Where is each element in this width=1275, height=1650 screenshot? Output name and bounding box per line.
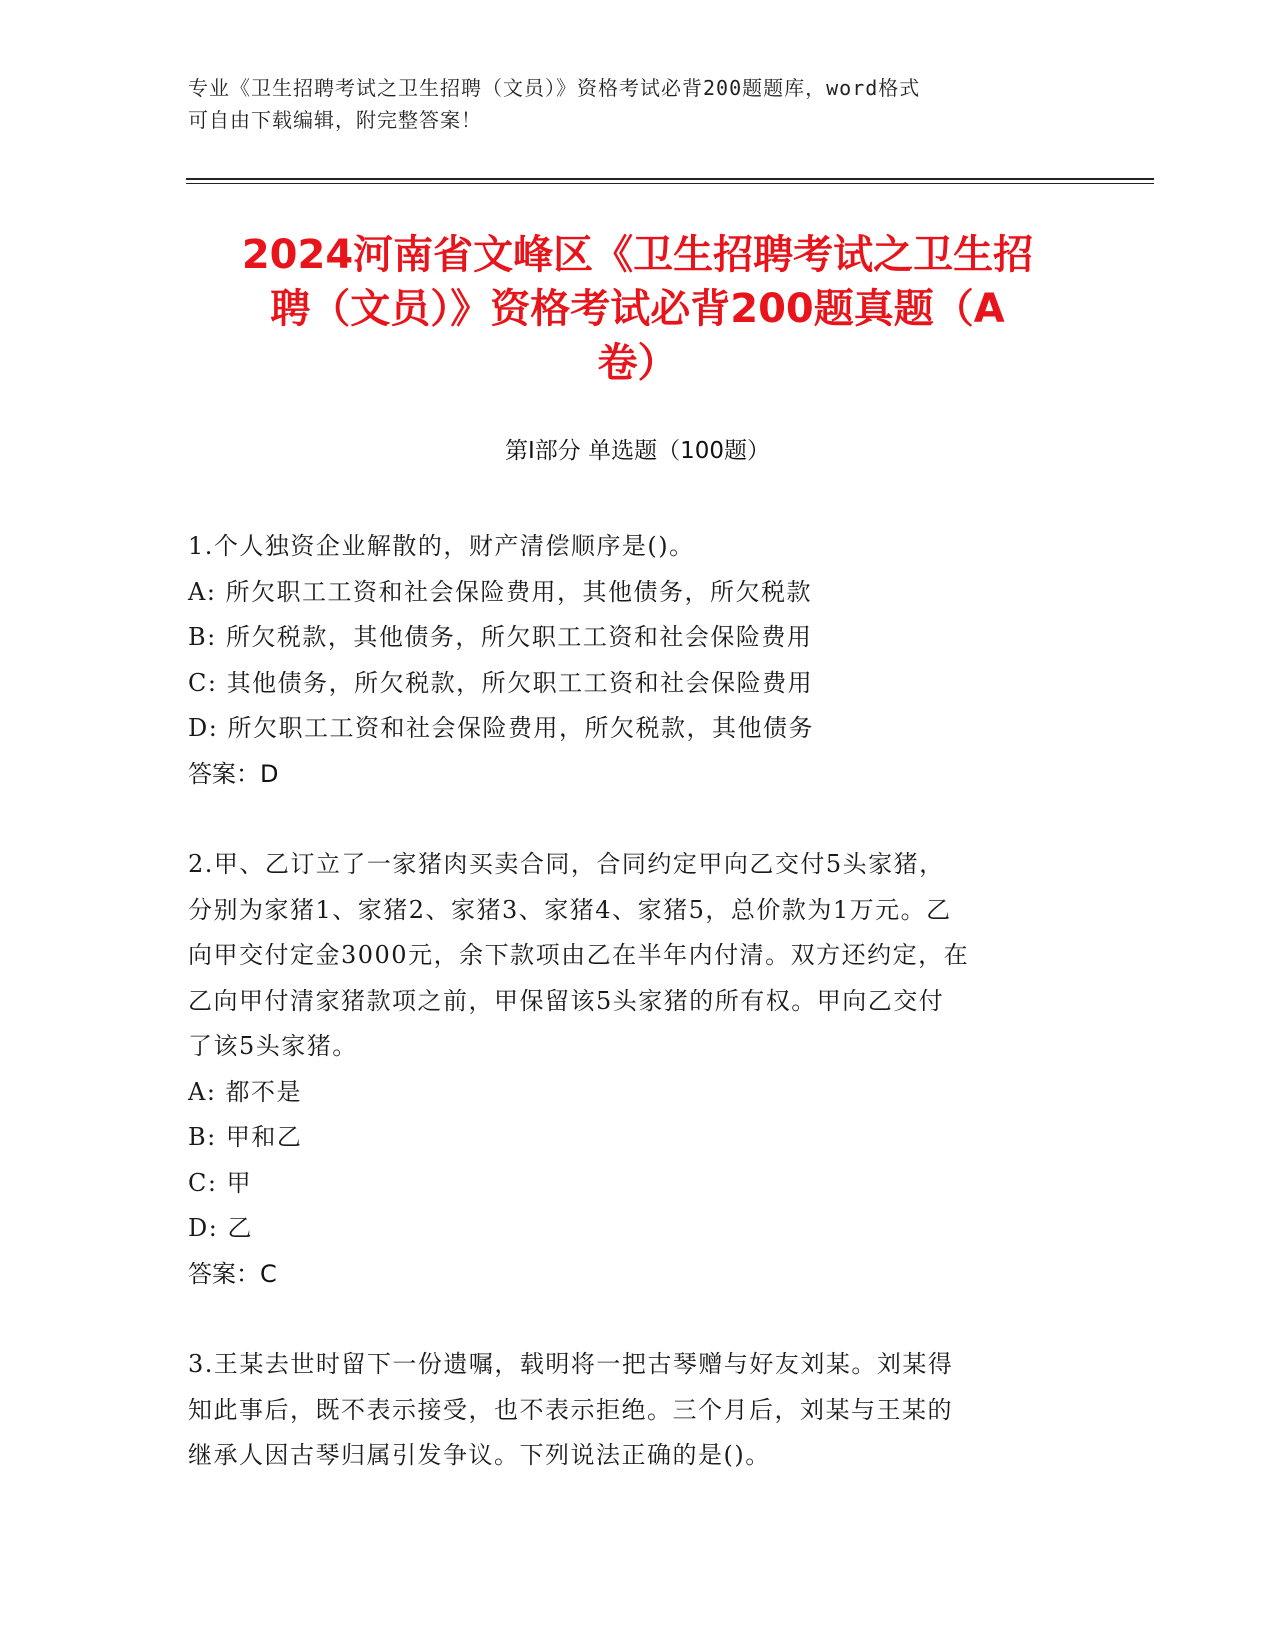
answer-label: 答案：D (188, 759, 279, 788)
header-divider-thick (186, 178, 1154, 180)
header-note (188, 72, 1068, 136)
option-c: C: 其他债务，所欠税款，所欠职工工资和社会保险费用 (188, 668, 814, 697)
question-1 (188, 524, 1088, 797)
answer-label: 答案：C (188, 1259, 277, 1288)
option-b: B: 所欠税款，其他债务，所欠职工工资和社会保险费用 (188, 623, 813, 651)
title-line-1: 2024河南省文峰区《卫生招聘考试之卫生招 (241, 232, 1034, 278)
option-a: A: 所欠职工工资和社会保险费用，其他债务，所欠税款 (188, 577, 813, 606)
section-heading: 第Ⅰ部分 单选题（100题） (505, 438, 770, 464)
title-line-2: 聘（文员）》资格考试必背200题真题（A (270, 286, 1005, 332)
title-line-3: 卷） (597, 340, 678, 386)
question-stem-line: 继承人因古琴归属引发争议。下列说法正确的是()。 (188, 1441, 771, 1469)
option-b: B: 甲和乙 (188, 1123, 303, 1151)
option-c: C: 甲 (188, 1168, 253, 1197)
option-d: D: 乙 (188, 1214, 253, 1242)
question-stem-line: 分别为家猪1、家猪2、家猪3、家猪4、家猪5，总价款为1万元。乙 (188, 895, 952, 924)
header-note-line-2: 可自由下载编辑，附完整答案！ (188, 108, 482, 132)
option-a: A: 都不是 (188, 1077, 303, 1106)
question-3 (188, 1342, 1088, 1479)
document-title (170, 228, 1105, 390)
question-stem-line: 2.甲、乙订立了一家猪肉买卖合同，合同约定甲向乙交付5头家猪， (188, 850, 945, 878)
question-stem-line: 了该5头家猪。 (188, 1032, 358, 1060)
question-stem-line: 知此事后，既不表示接受，也不表示拒绝。三个月后，刘某与王某的 (188, 1395, 953, 1424)
option-d: D: 所欠职工工资和社会保险费用，所欠税款，其他债务 (188, 714, 814, 742)
question-stem-line: 乙向甲付清家猪款项之前，甲保留该5头家猪的所有权。甲向乙交付 (188, 986, 945, 1015)
question-2 (188, 842, 1088, 1297)
question-list (188, 524, 1088, 1524)
header-note-line-1: 专业《卫生招聘考试之卫生招聘（文员）》资格考试必背200题题库，word格式 (188, 76, 921, 100)
header-divider-thin (186, 183, 1154, 184)
question-stem-line: 向甲交付定金3000元，余下款项由乙在半年内付清。双方还约定，在 (188, 941, 970, 969)
question-stem-line: 3.王某去世时留下一份遗嘱，载明将一把古琴赠与好友刘某。刘某得 (188, 1350, 954, 1378)
question-stem-line: 1.个人独资企业解散的，财产清偿顺序是()。 (188, 532, 695, 560)
